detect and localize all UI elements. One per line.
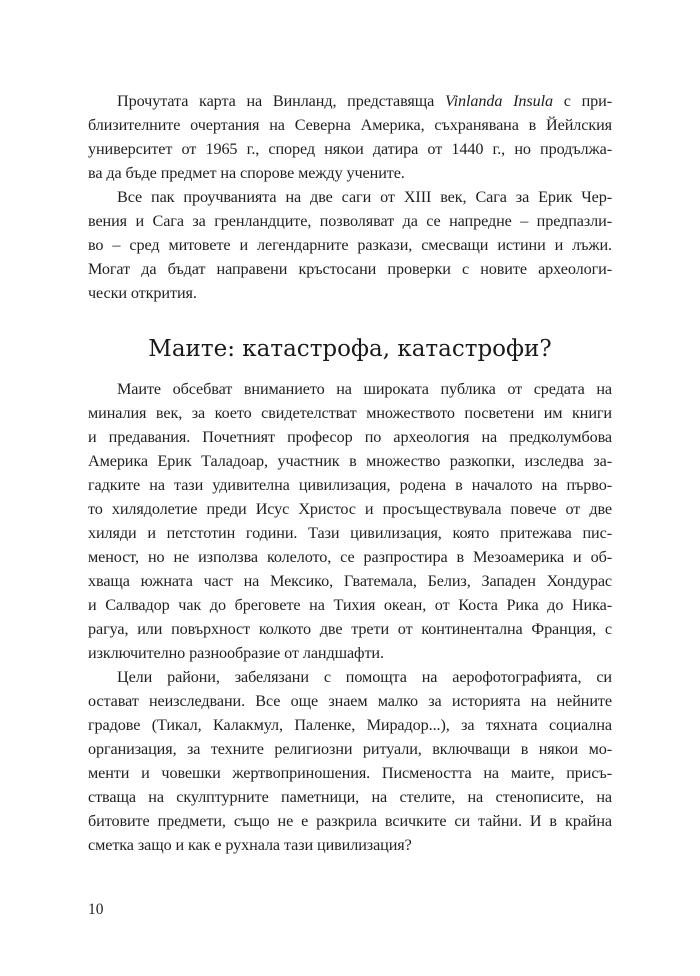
text-line: Могат да бъдат направени кръстосани проверки с новите археологи- [88, 260, 612, 278]
intro-text-block [88, 89, 612, 305]
text-line: рагуа, или повърхност колкото две трети от континентална Франция, с [88, 620, 612, 638]
text-line: градове (Тикал, Калакмул, Паленке, Мирадор...), за тяхната социална [88, 716, 612, 734]
text-line: ва да бъде предмет на спорове между учените. [88, 164, 405, 182]
intro-paragraph-1 [88, 89, 612, 185]
text-line: хиляди и петстотин години. Тази цивилизация, която притежава пис- [88, 524, 612, 542]
text-line: менти и човешки жертвоприношения. Писмеността на маите, присъ- [88, 764, 612, 782]
text-line: организация, за техните религиозни ритуали, включващи в някои мо- [88, 740, 612, 758]
text-line: Маите обсебват вниманието на широката публика от средата на [117, 380, 612, 398]
text-line: хваща южната част на Мексико, Гватемала, Белиз, Западен Хондурас [88, 572, 612, 590]
page-number: 10 [88, 901, 104, 918]
map-title-italic: Vinlanda Insula [444, 92, 553, 110]
text-line: то хилядолетие преди Исус Христос и просъществувала повече от две [88, 500, 612, 518]
section-paragraph-1 [88, 377, 612, 665]
text-line: Цели райони, забелязани с помощта на аерофотографията, си [117, 668, 612, 686]
text-line: вения и Сага за гренландците, позволяват да се напредне – предпазли- [88, 212, 612, 230]
section-text-block [88, 377, 612, 857]
text-line: меност, но не използва колелото, се разпростира в Мезоамерика и об- [88, 548, 612, 566]
text-line: изключително разнообразие от ландшафти. [88, 644, 384, 662]
section-paragraph-2 [88, 665, 612, 857]
intro-paragraph-2 [88, 185, 612, 305]
text-line: университет от 1965 г., според някои датира от 1440 г., но продължа- [88, 140, 612, 158]
text-line: близителните очертания на Северна Америка, съхранявана в Йейлския [88, 116, 612, 134]
text-line: миналия век, за което свидетелстват множеството посветени им книги [88, 404, 612, 422]
text-line: Все пак проучванията на две саги от XIII век, Сага за Ерик Чер- [117, 188, 612, 206]
text-line: и предавания. Почетният професор по археология на предколумбова [88, 428, 612, 446]
text-line: Америка Ерик Таладоар, участник в множество разкопки, изследва за- [88, 452, 612, 470]
text-line: остават неизследвани. Все още знаем малко за историята на нейните [88, 692, 612, 710]
text-line: и Салвадор чак до бреговете на Тихия океан, от Коста Рика до Ника- [88, 596, 612, 614]
text-line: чески открития. [88, 284, 197, 302]
section-heading: Маите: катастрофа, катастрофи? [148, 336, 552, 362]
text-line: битовите предмети, също не е разкрила всичките си тайни. И в крайна [88, 812, 612, 830]
text-line: сметка защо и как е рухнала тази цивилизация? [88, 836, 412, 854]
text-line: гадките на тази удивителна цивилизация, родена в началото на първо- [88, 476, 612, 494]
text-line: стваща на скулптурните паметници, на стелите, на стенописите, на [88, 788, 612, 806]
text-line: Прочутата карта на Винланд, представяща Vinlanda Insula с при- [117, 92, 613, 110]
text-line: во – сред митовете и легендарните разкази, смесващи истини и лъжи. [88, 236, 612, 254]
